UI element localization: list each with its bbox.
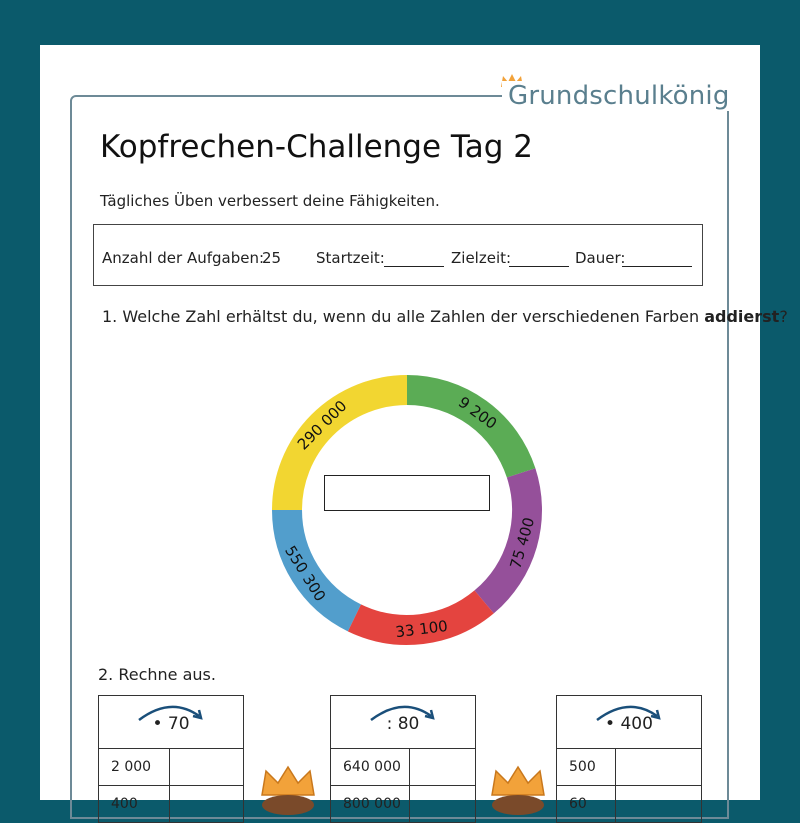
question-1-end: ? [779, 307, 788, 326]
calc-table-2-answer[interactable] [410, 786, 476, 823]
calc-table-2 [330, 695, 476, 823]
calc-table-3-answer[interactable] [616, 749, 702, 786]
calc-table-1-answer[interactable] [170, 749, 244, 786]
goal-field[interactable] [509, 249, 569, 267]
worksheet-page [40, 45, 788, 812]
question-2: 2. Rechne aus. [98, 665, 216, 684]
tasks-value: 25 [262, 249, 282, 267]
ring-segment-label: 75 400 [506, 515, 539, 571]
calc-table-3-cell: 500 [557, 749, 616, 786]
calc-table-2-answer[interactable] [410, 749, 476, 786]
tasks-label: Anzahl der Aufgaben: [102, 249, 265, 267]
calc-table-3-head [557, 696, 702, 749]
king-mascot-icon [258, 765, 318, 805]
calc-table-3-cell: 60 [557, 786, 616, 823]
page-subtitle: Tägliches Üben verbessert deine Fähigkeiten. [100, 192, 440, 210]
calc-table-3-operation: • 400 [605, 714, 653, 734]
start-field[interactable] [384, 249, 444, 267]
page-title: Kopfrechen-Challenge Tag 2 [100, 129, 533, 165]
ring-segment-label: 9 200 [454, 393, 501, 433]
calc-table-1-operation: • 70 [152, 714, 190, 734]
question-1 [102, 307, 788, 326]
question-1-bold: addierst [704, 307, 780, 326]
ring-segment-label: 33 100 [394, 616, 449, 642]
calc-table-1 [98, 695, 244, 823]
king-mascot-icon [488, 765, 548, 805]
calc-table-1-cell: 400 [99, 786, 170, 823]
brand-logo: Grundschulkönig [502, 81, 736, 111]
duration-label: Dauer: [575, 249, 626, 267]
calc-table-2-head [331, 696, 476, 749]
ring-answer-input[interactable] [324, 475, 490, 511]
start-label: Startzeit: [316, 249, 385, 267]
duration-field[interactable] [622, 249, 692, 267]
calc-table-1-head [99, 696, 244, 749]
goal-label: Zielzeit: [451, 249, 512, 267]
calc-table-2-cell: 800 000 [331, 786, 410, 823]
calc-table-3-answer[interactable] [616, 786, 702, 823]
ring-segment-label: 550 300 [281, 542, 330, 605]
calc-table-2-operation: : 80 [386, 714, 420, 734]
question-1-text: 1. Welche Zahl erhältst du, wenn du alle Zahlen der verschiedenen Farben [102, 307, 705, 326]
calc-table-3 [556, 695, 702, 823]
calc-table-1-cell: 2 000 [99, 749, 170, 786]
info-box [93, 224, 703, 286]
ring-segment-label: 290 000 [293, 396, 351, 454]
calc-table-1-answer[interactable] [170, 786, 244, 823]
calc-table-2-cell: 640 000 [331, 749, 410, 786]
